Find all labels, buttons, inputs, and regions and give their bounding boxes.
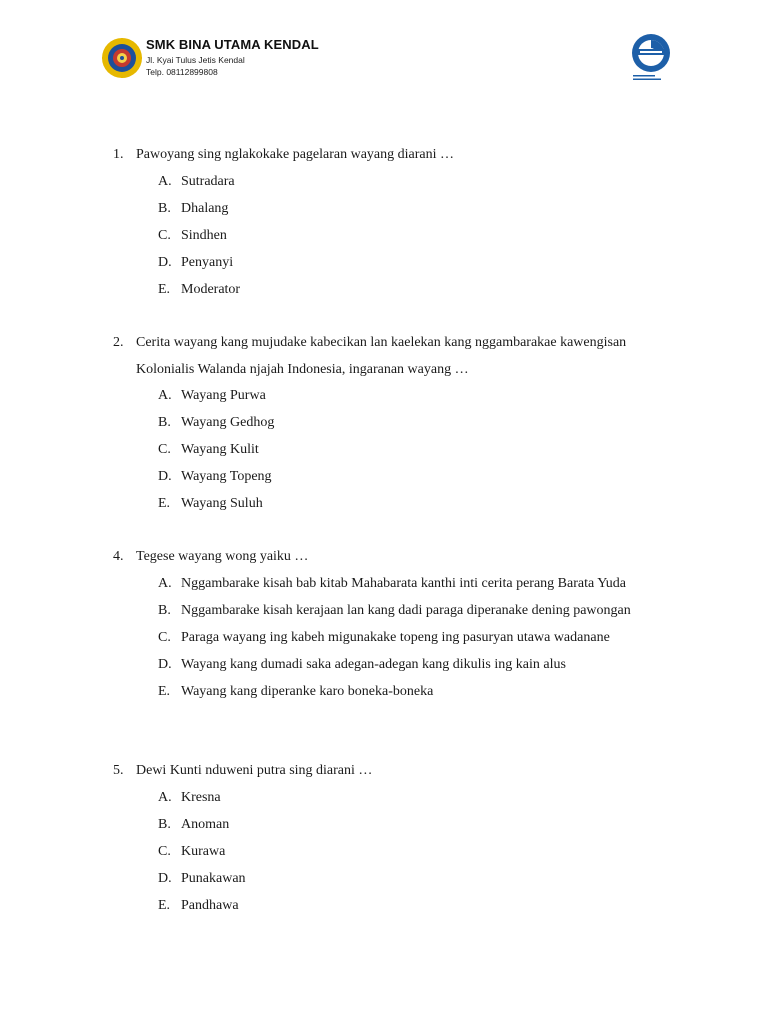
option-letter: D. [158, 657, 172, 672]
question-number: 4. [113, 549, 124, 564]
option-text: Wayang Kulit [181, 442, 259, 457]
option-text: Sutradara [181, 174, 235, 189]
question-number: 1. [113, 147, 124, 162]
letterhead [0, 0, 768, 100]
option-letter: B. [158, 415, 171, 430]
question-text-continued: Kolonialis Walanda njajah Indonesia, ingaranan wayang … [136, 362, 469, 377]
option-text: Anoman [181, 817, 230, 832]
option-letter: E. [158, 496, 171, 511]
option-letter: A. [158, 388, 172, 403]
question-text: Pawoyang sing nglakokake pagelaran wayang diarani … [136, 147, 455, 162]
iso-certification-icon [627, 33, 675, 83]
option-text: Nggambarake kisah bab kitab Mahabarata kanthi inti cerita perang Barata Yuda [181, 576, 626, 591]
option-text: Nggambarake kisah kerajaan lan kang dadi paraga diperanake dening pawongan [181, 603, 631, 618]
option-letter: E. [158, 898, 171, 913]
school-address: Jl. Kyai Tulus Jetis Kendal [146, 55, 245, 65]
school-phone: Telp. 08112899808 [146, 67, 218, 77]
option-text: Wayang Topeng [181, 469, 272, 484]
option-text: Dhalang [181, 201, 229, 216]
option-text: Kurawa [181, 844, 226, 859]
option-text: Sindhen [181, 228, 227, 243]
option-text: Penyanyi [181, 255, 234, 270]
option-letter: D. [158, 255, 172, 270]
option-letter: C. [158, 442, 171, 457]
question-text: Tegese wayang wong yaiku … [136, 549, 309, 564]
question-text: Dewi Kunti nduweni putra sing diarani … [136, 763, 373, 778]
option-text: Wayang kang dumadi saka adegan-adegan kang dikulis ing kain alus [181, 657, 566, 672]
option-letter: A. [158, 790, 172, 805]
question-text: Cerita wayang kang mujudake kabecikan lan kaelekan kang nggambarakae kawengisan [136, 335, 627, 350]
option-letter: D. [158, 871, 172, 886]
option-letter: C. [158, 844, 171, 859]
option-letter: C. [158, 228, 171, 243]
option-text: Punakawan [181, 871, 246, 886]
option-letter: A. [158, 174, 172, 189]
option-text: Wayang Suluh [181, 496, 263, 511]
option-text: Pandhawa [181, 898, 239, 913]
school-name: SMK BINA UTAMA KENDAL [146, 37, 319, 52]
option-letter: A. [158, 576, 172, 591]
question-number: 2. [113, 335, 124, 350]
option-text: Paraga wayang ing kabeh migunakake topeng ing pasuryan utawa wadanane [181, 630, 610, 645]
option-text: Wayang Purwa [181, 388, 266, 403]
option-letter: B. [158, 201, 171, 216]
school-emblem-icon [101, 37, 143, 79]
option-letter: E. [158, 282, 171, 297]
option-letter: C. [158, 630, 171, 645]
option-letter: E. [158, 684, 171, 699]
option-text: Wayang kang diperanke karo boneka-boneka [181, 684, 434, 699]
option-text: Kresna [181, 790, 221, 805]
option-letter: D. [158, 469, 172, 484]
option-letter: B. [158, 603, 171, 618]
option-text: Wayang Gedhog [181, 415, 275, 430]
option-text: Moderator [181, 282, 241, 297]
option-letter: B. [158, 817, 171, 832]
question-number: 5. [113, 763, 124, 778]
